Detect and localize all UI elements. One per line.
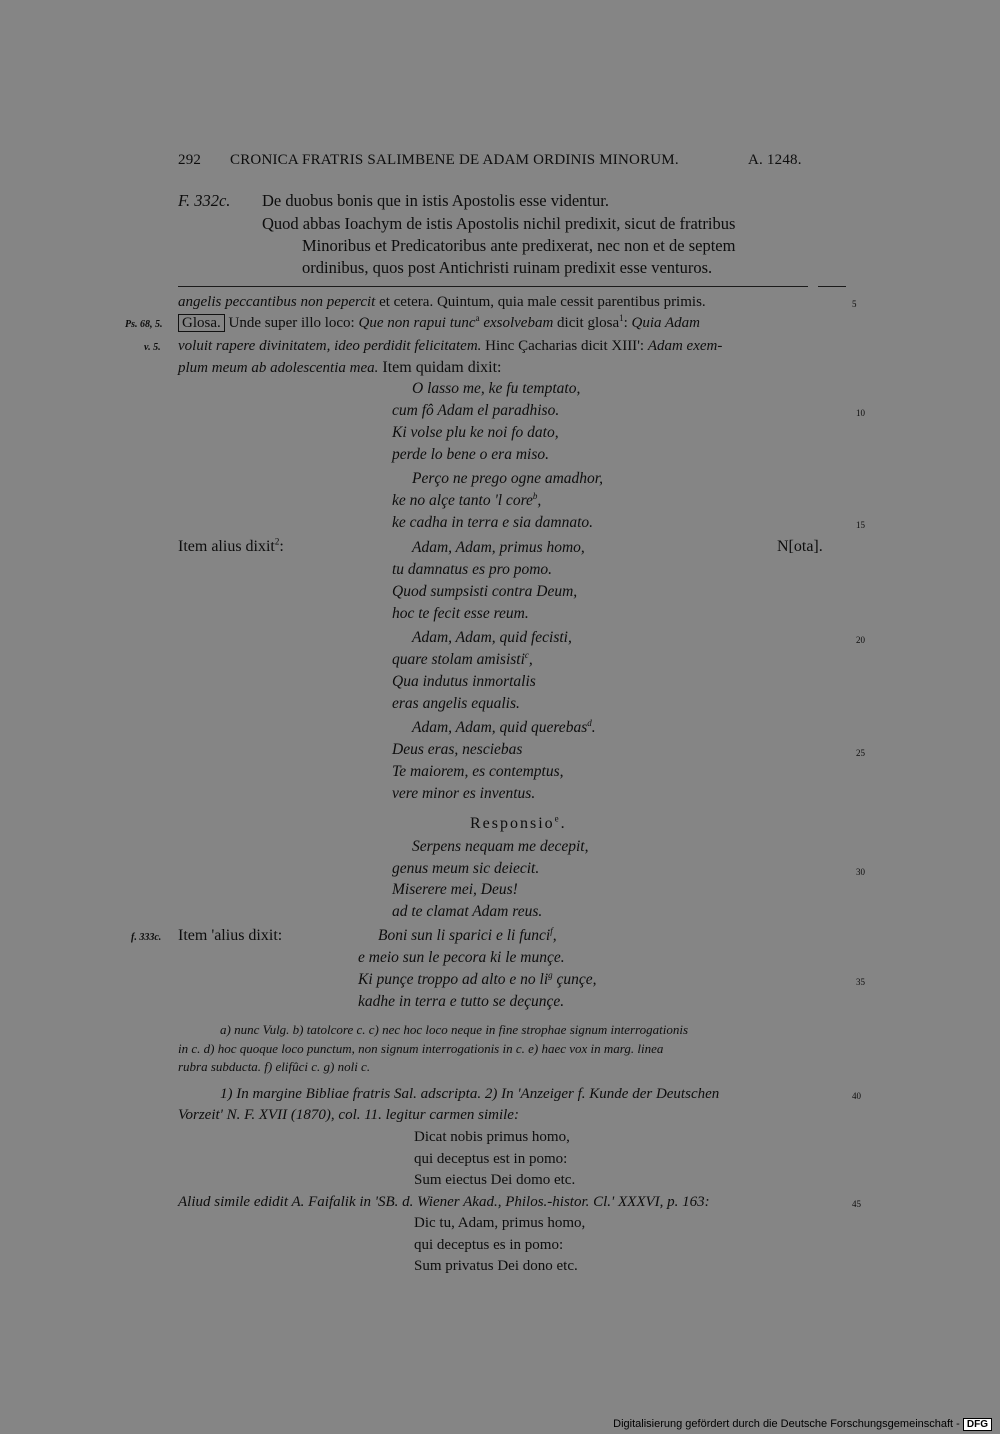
- heading-line-4: ordinibus, quos post Antichristi ruinam predixit esse venturos.: [302, 258, 713, 277]
- quote-line: qui deceptus es in pomo:: [414, 1237, 564, 1253]
- verse-line: Ki volse plu ke noi fo dato,: [392, 424, 559, 441]
- verse-line: Miserere mei, Deus!: [392, 881, 518, 898]
- note-line-1: 1) In margine Bibliae fratris Sal. adscripta. 2) In 'Anzeiger f. Kunde der Deutschen: [220, 1086, 720, 1102]
- line-number-10: 10: [856, 408, 865, 418]
- verse-line: O lasso me, ke fu temptato,: [412, 380, 581, 397]
- verse-line: e meio sun le pecora ki le munçe.: [358, 949, 565, 966]
- responsio-heading: Responsio$^e$.: [470, 813, 567, 832]
- line-number-35: 35: [856, 977, 865, 987]
- body-line-1: angelis peccantibus non pepercit et cetera. Quintum, quia male cessit parentibus primis.: [178, 294, 706, 310]
- heading-line-1: De duobus bonis que in istis Apostolis esse videntur.: [262, 191, 609, 210]
- margin-ref-ps: Ps. 68, 5.: [125, 319, 163, 330]
- verse-line: ke cadha in terra e sia damnato.: [392, 514, 594, 531]
- line-number-20: 20: [856, 635, 865, 645]
- quote-line: Dic tu, Adam, primus homo,: [414, 1215, 586, 1231]
- verse-line: genus meum sic deiecit.: [392, 860, 540, 877]
- verse-line: hoc te fecit esse reum.: [392, 605, 529, 622]
- line-number-25: 25: [856, 748, 865, 758]
- digitization-footer: [613, 1418, 992, 1430]
- verse-line: cum fô Adam el paradhiso.: [392, 402, 560, 419]
- verse-line: kadhe in terra e tutto se deçunçe.: [358, 993, 565, 1010]
- verse-line: vere minor es inventus.: [392, 785, 536, 802]
- apparatus-line-1: a) nunc Vulg. b) tatolcore c. c) nec hoc loco neque in fine strophae signum interrogationis: [220, 1022, 689, 1037]
- line-number-40: 40: [852, 1091, 861, 1101]
- apparatus-line-2: in c. d) hoc quoque loco punctum, non signum interrogationis in c. e) haec vox in marg. linea: [178, 1041, 664, 1056]
- nota-mark: N[ota].: [777, 538, 823, 555]
- verse-line: Quod sumpsisti contra Deum,: [392, 583, 578, 600]
- margin-ref-v5: v. 5.: [144, 342, 161, 353]
- verse-line: eras angelis equalis.: [392, 695, 520, 712]
- verse-line: ke no alçe tanto 'l core$^b$,: [392, 490, 542, 509]
- verse-line: tu damnatus es pro pomo.: [392, 561, 553, 578]
- glosa-box: Glosa.: [178, 314, 225, 332]
- verse-line: Te maiorem, es contemptus,: [392, 763, 564, 780]
- verse-line: Deus eras, nesciebas: [392, 741, 523, 758]
- footer-text: Digitalisierung gefördert durch die Deutsche Forschungsgemeinschaft -: [613, 1418, 960, 1430]
- verse-line: Qua indutus inmortalis: [392, 673, 536, 690]
- verse-line: Adam, Adam, quid fecisti,: [412, 629, 572, 646]
- note-line-3: Aliud simile edidit A. Faifalik in 'SB. d. Wiener Akad., Philos.-histor. Cl.' XXXVI, p. 163:: [178, 1194, 710, 1210]
- line-number-45: 45: [852, 1199, 861, 1209]
- verse-line: Serpens nequam me decepit,: [412, 838, 589, 855]
- running-title: CRONICA FRATRIS SALIMBENE DE ADAM ORDINIS MINORUM.: [230, 152, 679, 168]
- line-number-30: 30: [856, 867, 865, 877]
- intro-alius-dixit: Item alius dixit$^2$:: [178, 536, 284, 555]
- verse-line: Adam, Adam, primus homo,: [412, 539, 585, 556]
- line-number-15: 15: [856, 520, 865, 530]
- note-line-2: Vorzeit' N. F. XVII (1870), col. 11. legitur carmen simile:: [178, 1107, 519, 1123]
- running-year: A. 1248.: [748, 152, 802, 168]
- margin-ref-folio: f. 333c.: [131, 932, 162, 943]
- verse-line: quare stolam amisisti$^c$,: [392, 649, 533, 668]
- heading-rule: [178, 286, 808, 287]
- body-line-3: voluit rapere divinitatem, ideo perdidit felicitatem. Hinc Çacharias dicit XIII': Adam exem-: [178, 338, 723, 354]
- quote-line: Dicat nobis primus homo,: [414, 1129, 570, 1145]
- verse-line: ad te clamat Adam reus.: [392, 903, 543, 920]
- heading-line-2: Quod abbas Ioachym de istis Apostolis nichil predixit, sicut de fratribus: [262, 214, 736, 233]
- heading-rule-end: [818, 286, 846, 287]
- heading-line-3: Minoribus et Predicatoribus ante predixerat, nec non et de septem: [302, 236, 736, 255]
- verse-line: Ki punçe troppo ad alto e no $li^g$ çunçe,: [358, 969, 597, 988]
- body-line-4: plum meum ab adolescentia mea. Item quidam dixit:: [178, 359, 502, 376]
- quote-line: Sum eiectus Dei domo etc.: [414, 1172, 576, 1188]
- verse-line: perde lo bene o era miso.: [392, 446, 549, 463]
- quote-line: qui deceptus est in pomo:: [414, 1151, 568, 1167]
- verse-line: Adam, Adam, quid querebas$^d$.: [412, 717, 596, 736]
- verse-line: Boni sun li sparici e li funci$^f$,: [378, 925, 557, 944]
- body-line-2: Glosa. Unde super illo loco: Que non rapui tunc$^a$ exsolvebam dicit glosa$^1$: Quia Adam: [178, 315, 700, 332]
- verse-line: Perço ne prego ogne amadhor,: [412, 470, 603, 487]
- quote-line: Sum privatus Dei dono etc.: [414, 1258, 578, 1274]
- apparatus-line-3: rubra subducta. f) elifûci c. g) noli c.: [178, 1059, 371, 1074]
- page-number: 292: [178, 152, 202, 168]
- folio-ref: F. 332c.: [178, 191, 231, 210]
- line-number-5: 5: [852, 299, 857, 309]
- intro-alius-dixit-2: Item 'alius dixit:: [178, 927, 283, 944]
- dfg-logo: DFG: [963, 1418, 992, 1431]
